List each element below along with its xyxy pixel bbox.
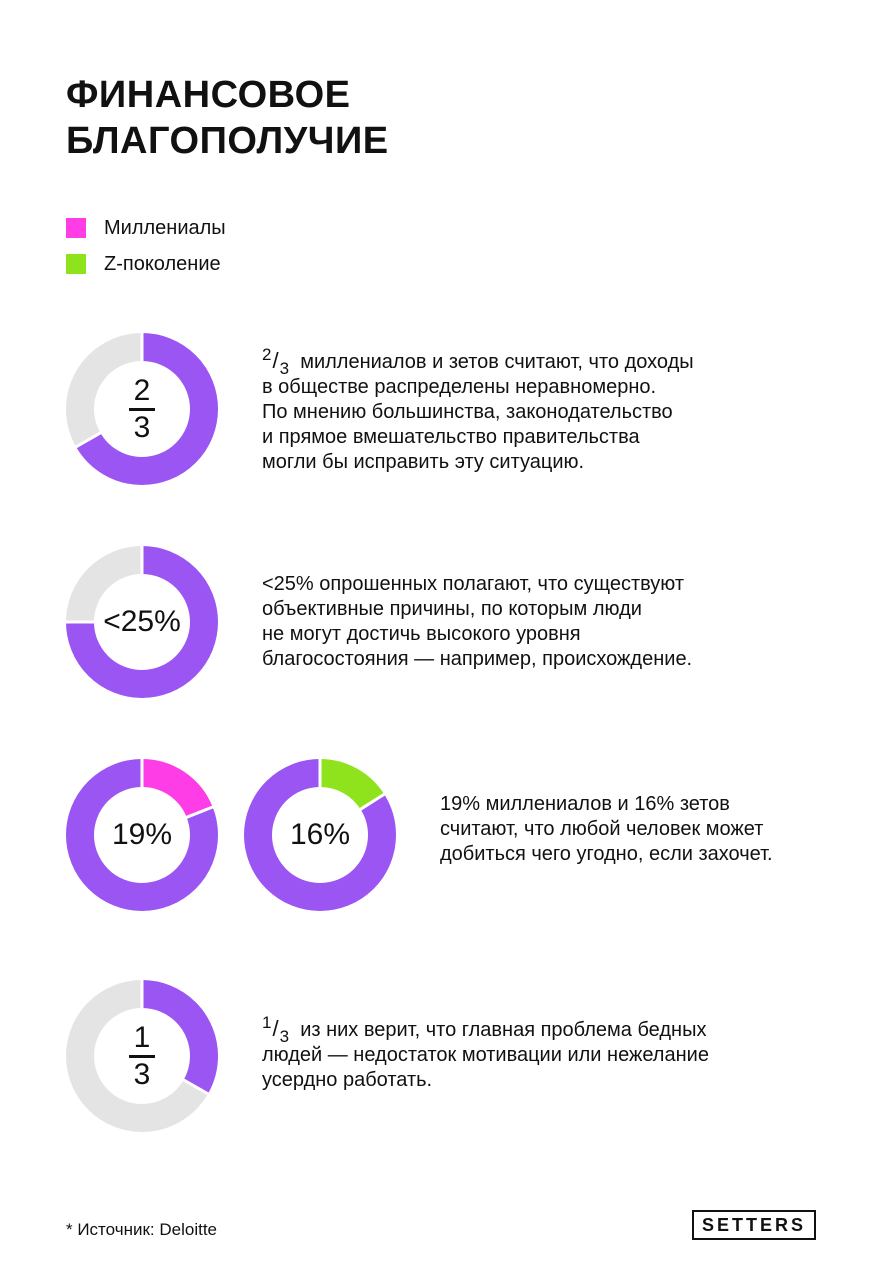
legend-swatch-gen-z <box>66 254 86 274</box>
fraction-denominator: 3 <box>133 410 151 444</box>
legend-item-millennials <box>66 210 226 246</box>
inline-fraction-num: 1 <box>262 1013 272 1032</box>
legend-item-gen-z <box>66 246 226 282</box>
donut-chart-millennials-19 <box>66 759 218 911</box>
source-footnote: * Источник: Deloitte <box>66 1220 217 1239</box>
description-text: людей — недостаток мотивации или нежелание <box>262 1044 709 1066</box>
description-block-1: $^2/_3$ миллениалов и зетов считают, что доходы в обществе распределены неравномерно. По мнению большинства, законодательство и прямое вмешательство правительства могли бы исправить эту ситуацию. <box>262 345 694 473</box>
description-text: и прямое вмешательство правительства <box>262 426 640 448</box>
inline-fraction-num: 2 <box>262 345 272 364</box>
description-text: усердно работать. <box>262 1069 433 1091</box>
donut-chart-two-thirds <box>66 333 218 485</box>
inline-fraction-den: 3 <box>279 1027 290 1046</box>
description-block-2 <box>262 572 692 672</box>
description-text: благосостояния — например, происхождение. <box>262 648 693 670</box>
description-text: добиться чего угодно, если захочет. <box>440 843 773 865</box>
legend-label-millennials: Миллениалы <box>104 216 226 239</box>
description-text: считают, что любой человек может <box>440 818 764 840</box>
donut-center-fraction <box>129 373 155 444</box>
description-text: По мнению большинства, законодательство <box>262 401 673 423</box>
description-text: из них верит, что главная проблема бедных <box>300 1019 707 1041</box>
donut-chart-under-25 <box>66 546 218 698</box>
donut-chart-gen-z-16 <box>244 759 396 911</box>
description-text: <25% опрошенных полагают, что существуют <box>262 573 685 595</box>
description-text: не могут достичь высокого уровня <box>262 623 581 645</box>
description-text: миллениалов и зетов считают, что доходы <box>300 351 694 373</box>
donut-chart-one-third <box>66 980 218 1132</box>
description-text: объективные причины, по которым люди <box>262 598 642 620</box>
legend-label-gen-z: Z-поколение <box>104 252 221 275</box>
donut-center-label: 19% <box>111 818 173 851</box>
fraction-numerator: 2 <box>133 373 151 407</box>
donut-center-fraction <box>129 1020 155 1091</box>
description-text: в обществе распределены неравномерно. <box>262 376 657 398</box>
title-line-1: ФИНАНСОВОЕ <box>66 74 351 116</box>
setters-logo: SETTERS <box>692 1210 816 1240</box>
fraction-denominator: 3 <box>133 1057 151 1091</box>
donut-center-label: 16% <box>289 818 351 851</box>
title-line-2: БЛАГОПОЛУЧИЕ <box>66 120 389 162</box>
description-block-4: $^1/_3$ из них верит, что главная проблема бедных людей — недостаток мотивации или нежелание усердно работать. <box>262 1013 709 1091</box>
donut-center-label: <25% <box>103 605 181 638</box>
fraction-numerator: 1 <box>133 1020 151 1054</box>
page-title <box>66 72 389 164</box>
description-text: 19% миллениалов и 16% зетов <box>440 793 730 815</box>
description-block-3 <box>440 792 773 867</box>
description-text: могли бы исправить эту ситуацию. <box>262 451 585 473</box>
legend-swatch-millennials <box>66 218 86 238</box>
inline-fraction-den: 3 <box>279 359 290 378</box>
legend <box>66 210 226 282</box>
